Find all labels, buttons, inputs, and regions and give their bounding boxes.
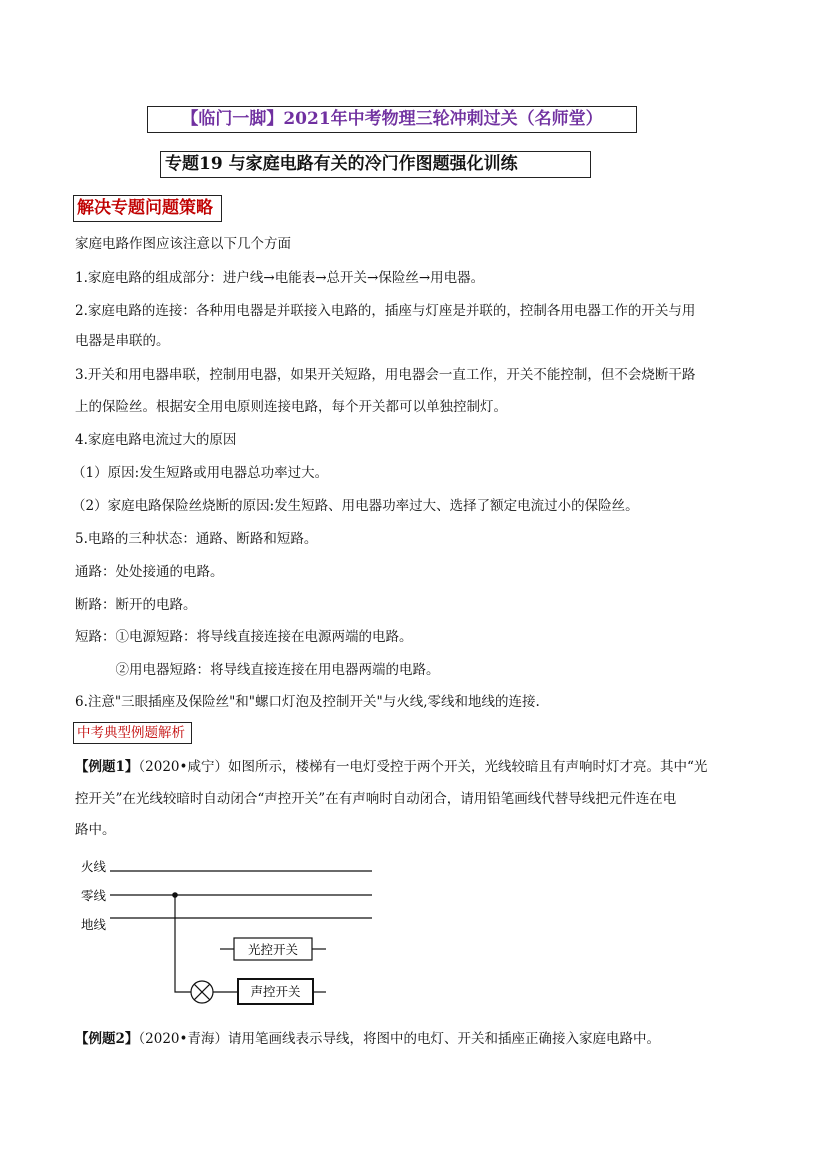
sound-switch-label: 声控开关: [250, 984, 301, 999]
strategy-line: 5.电路的三种状态：通路、断路和短路。: [75, 531, 318, 547]
example-1-line: 控开关”在光线较暗时自动闭合“声控开关”在有声响时自动闭合，请用铅笔画线代替导线把元件连在电: [75, 791, 677, 807]
strategy-line: ②用电器短路：将导线直接连接在用电器两端的电路。: [75, 662, 440, 678]
example-2-tag: 【例题2】: [75, 1031, 139, 1047]
strategy-line: 上的保险丝。根据安全用电原则连接电路，每个开关都可以单独控制灯。: [75, 399, 507, 415]
example-1-line: [75, 757, 707, 777]
ground-wire-label: 地线: [81, 917, 107, 932]
topic-title: 专题19 与家庭电路有关的冷门作图题强化训练: [160, 151, 591, 178]
strategy-line: （1）原因:发生短路或用电器总功率过大。: [72, 465, 329, 481]
strategy-line: 断路：断开的电路。: [75, 597, 197, 613]
lamp-branch-wire: [175, 895, 191, 992]
circuit-diagram: [70, 852, 380, 1012]
strategy-line: 电器是串联的。: [75, 333, 170, 349]
live-wire-label: 火线: [81, 859, 107, 874]
strategy-line: 通路：处处接通的电路。: [75, 564, 224, 580]
examples-heading: 中考典型例题解析: [73, 722, 192, 744]
strategy-line: 4.家庭电路电流过大的原因: [75, 432, 237, 448]
strategy-line: （2）家庭电路保险丝烧断的原因:发生短路、用电器功率过大、选择了额定电流过小的保险丝。: [72, 498, 639, 514]
series-title: 【临门一脚】2021年中考物理三轮冲刺过关（名师堂）: [147, 106, 637, 133]
example-1-tag: 【例题1】: [75, 759, 139, 775]
strategy-line: 3.开关和用电器串联，控制用电器，如果开关短路，用电器会一直工作，开关不能控制，但不会烧断干路: [75, 367, 696, 383]
neutral-wire-label: 零线: [81, 888, 107, 903]
light-switch-label: 光控开关: [247, 942, 299, 957]
strategy-line: 家庭电路作图应该注意以下几个方面: [75, 236, 291, 252]
example-1-text: （2020•咸宁）如图所示，楼梯有一电灯受控于两个开关，光线较暗且有声响时灯才亮。其中“光: [138, 759, 708, 775]
lamp-icon: [191, 981, 213, 1003]
strategy-heading: 解决专题问题策略: [73, 195, 222, 222]
example-2-line: [75, 1029, 660, 1049]
example-2-text: （2020•青海）请用笔画线表示导线，将图中的电灯、开关和插座正确接入家庭电路中。: [138, 1031, 660, 1047]
strategy-line: 1.家庭电路的组成部分：进户线→电能表→总开关→保险丝→用电器。: [75, 270, 485, 286]
strategy-line: 6.注意"三眼插座及保险丝"和"螺口灯泡及控制开关"与火线,零线和地线的连接.: [75, 694, 540, 710]
strategy-line: 短路：①电源短路：将导线直接连接在电源两端的电路。: [75, 629, 413, 645]
strategy-line: 2.家庭电路的连接：各种用电器是并联接入电路的，插座与灯座是并联的，控制各用电器工作的开关与用: [75, 303, 696, 319]
example-1-line: 路中。: [75, 822, 116, 838]
